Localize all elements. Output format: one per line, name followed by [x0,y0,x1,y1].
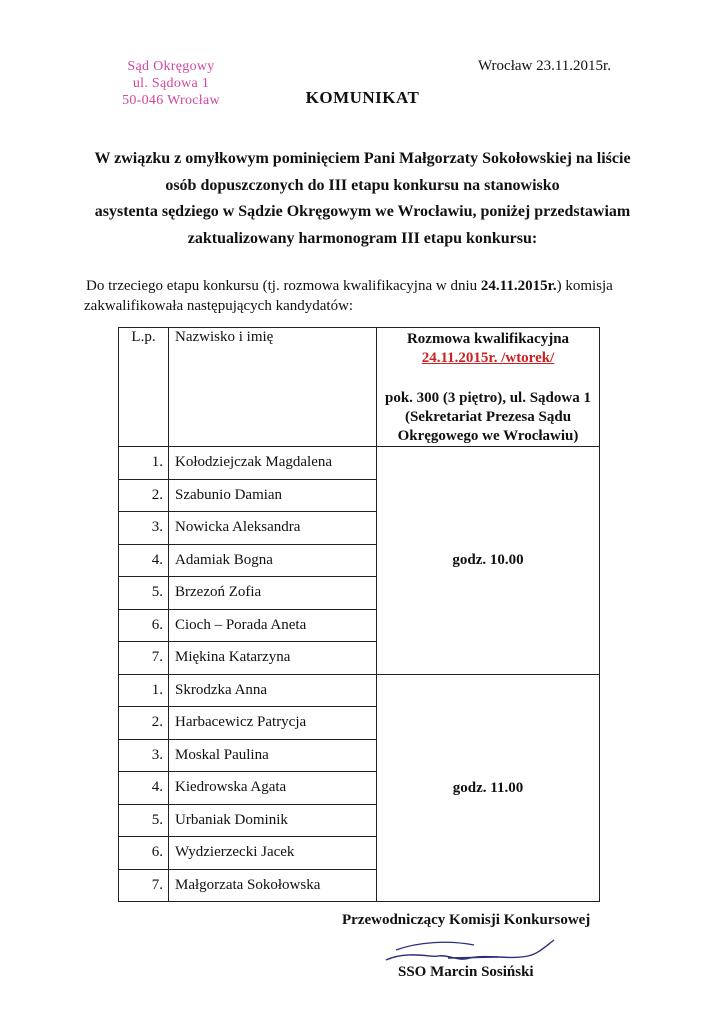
handwritten-signature [378,936,568,966]
stamp-line-3: 50-046 Wrocław [122,93,220,108]
header-interview-place-1: pok. 300 (3 piętro), ul. Sądowa 1 [384,390,591,406]
row-candidate-name: Skrodzka Anna [169,674,377,707]
header-lp: L.p. [119,328,169,447]
row-candidate-name: Kiedrowska Agata [169,772,377,805]
row-lp: 2. [119,707,169,740]
table-header-row [119,328,600,447]
header-interview-place-3: Okręgowego we Wrocławiu) [397,428,579,444]
header-interview-date: 24.11.2015r. /wtorek/ [421,350,555,366]
row-lp: 1. [119,447,169,480]
row-candidate-name: Kołodziejczak Magdalena [169,447,377,480]
intro-line: asystenta sędziego w Sądzie Okręgowym we Wrocławiu, poniżej przedstawiam [94,203,631,220]
interview-time: godz. 11.00 [377,674,600,902]
row-candidate-name: Nowicka Aleksandra [169,512,377,545]
intro-line: W związku z omyłkowym pominięciem Pani Małgorzaty Sokołowskiej na liście [94,150,631,167]
table-row [119,674,600,707]
body-paragraph-line-2 [86,298,355,315]
intro-line: osób dopuszczonych do III etapu konkursu na stanowisko [165,176,560,194]
document-date: Wrocław 23.11.2015r. [478,58,611,74]
header-name: Nazwisko i imię [169,328,377,447]
row-candidate-name: Wydzierzecki Jacek [169,837,377,870]
row-lp: 6. [119,609,169,642]
row-candidate-name: Szabunio Damian [169,479,377,512]
signatory-name: SSO Marcin Sosiński [398,964,534,980]
row-lp: 7. [119,642,169,675]
interview-time: godz. 10.00 [377,447,600,675]
row-lp: 3. [119,739,169,772]
stamp-line-2: ul. Sądowa 1 [132,76,210,91]
row-candidate-name: Adamiak Bogna [169,544,377,577]
row-lp: 3. [119,512,169,545]
paragraph-date: 24.11.2015r. [480,278,557,294]
row-candidate-name: Cioch – Porada Aneta [169,609,377,642]
row-candidate-name: Małgorzata Sokołowska [169,869,377,902]
table-row [119,447,600,480]
row-lp: 2. [119,479,169,512]
stamp-line-1: Sąd Okręgowy [127,59,215,74]
candidates-table [118,327,600,902]
row-lp: 6. [119,837,169,870]
row-lp: 5. [119,577,169,610]
document-title [0,88,725,108]
row-candidate-name: Harbacewicz Patrycja [169,707,377,740]
row-lp: 1. [119,674,169,707]
row-lp: 7. [119,869,169,902]
row-candidate-name: Brzezoń Zofia [169,577,377,610]
row-candidate-name: Miękina Katarzyna [169,642,377,675]
paragraph-text-before: Do trzeciego etapu konkursu (tj. rozmowa kwalifikacyjna w dniu [86,278,481,294]
row-lp: 4. [119,544,169,577]
paragraph-text-line-2: zakwalifikowała następujących kandydatów: [84,298,354,314]
signature-title: Przewodniczący Komisji Konkursowej [342,912,591,928]
paragraph-text-after: ) komisja [556,278,613,294]
header-interview-info [377,328,600,447]
body-paragraph-line-1 [86,275,646,298]
row-lp: 5. [119,804,169,837]
header-interview-place-2: (Sekretariat Prezesa Sądu [404,409,572,425]
row-lp: 4. [119,772,169,805]
intro-paragraph [60,146,665,252]
row-candidate-name: Urbaniak Dominik [169,804,377,837]
document-title-text: KOMUNIKAT [305,88,420,107]
header-interview-title: Rozmowa kwalifikacyjna [406,331,570,347]
row-candidate-name: Moskal Paulina [169,739,377,772]
intro-line: zaktualizowany harmonogram III etapu konkursu: [187,229,538,247]
